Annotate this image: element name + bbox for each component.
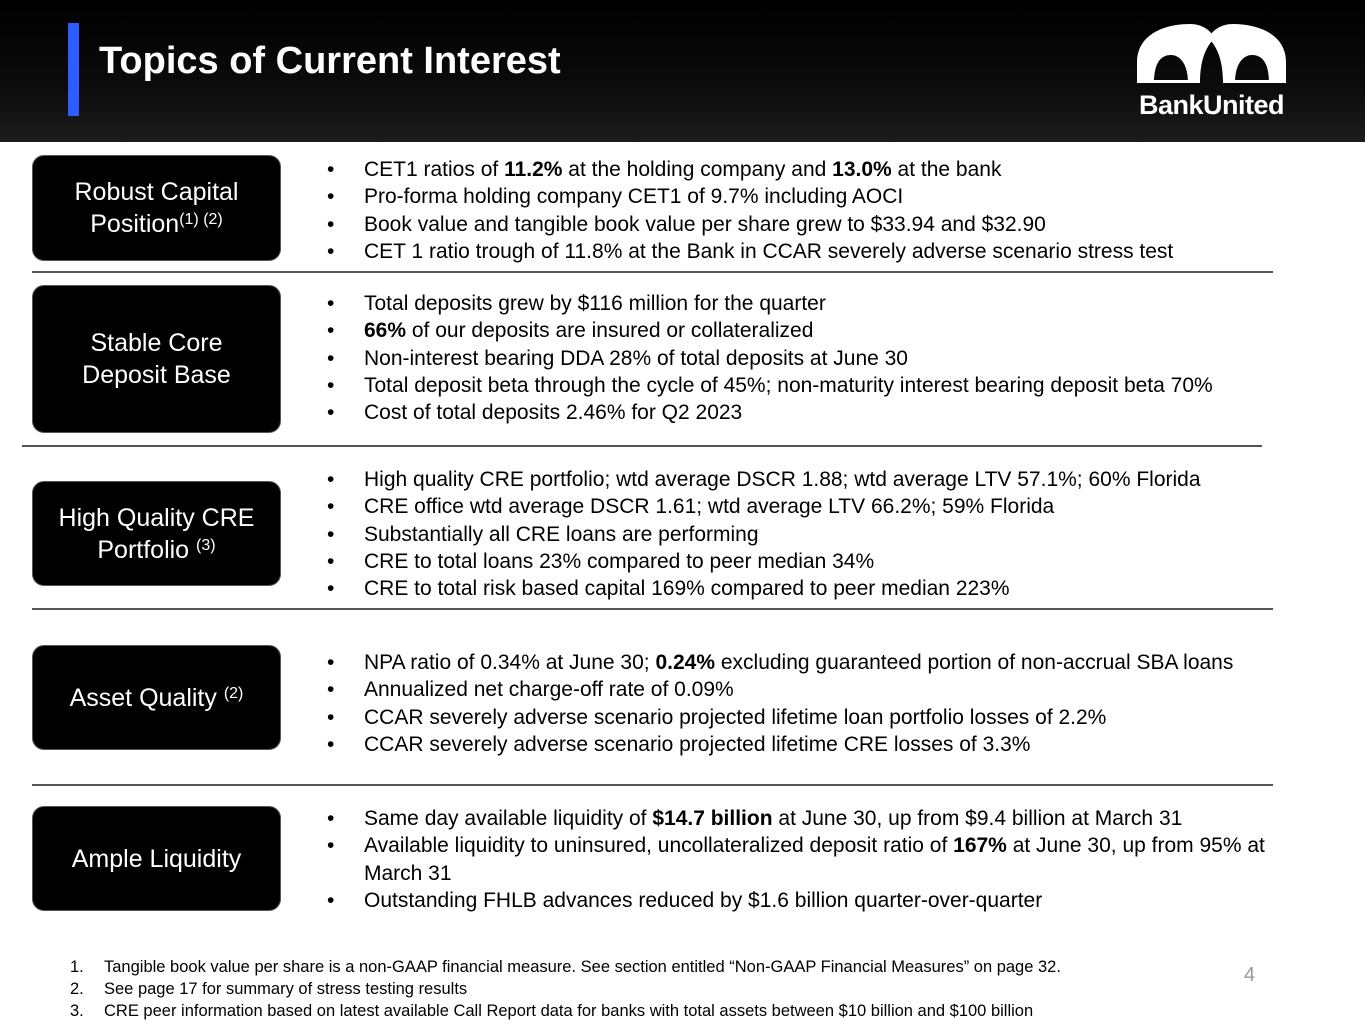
bullet-text: Pro-forma holding company CET1 of 9.7% including AOCI — [364, 185, 904, 209]
bullet-dot: • — [327, 373, 335, 397]
section-divider — [32, 608, 1273, 610]
bullet-dot: • — [327, 239, 335, 263]
bullet-highlight: 0.24% — [655, 651, 716, 674]
bullet-highlight: $14.7 billion — [652, 807, 773, 830]
bullet-text: Book value and tangible book value per share grew to $33.94 and $32.90 — [364, 212, 1046, 236]
label-line: Portfolio — [97, 535, 190, 564]
bullet-dot: • — [327, 401, 335, 425]
bullet-dot: • — [327, 577, 335, 601]
bullet-dot: • — [327, 522, 335, 546]
bullet-item — [327, 156, 1173, 183]
bullet-text: at the holding company and — [562, 158, 833, 181]
bullet-dot: • — [327, 888, 335, 912]
bullet-item — [327, 575, 1201, 602]
bullet-item — [327, 731, 1233, 758]
label-asset-quality — [32, 645, 281, 750]
bullet-text: at June 30, up from $9.4 billion at March 31 — [772, 807, 1183, 830]
label-line: Position — [90, 210, 180, 238]
bullet-item — [327, 832, 1317, 887]
bullet-highlight: 66% — [364, 319, 407, 343]
bullet-item — [327, 211, 1173, 238]
bullet-item — [327, 399, 1213, 426]
bullet-item — [327, 317, 1213, 344]
bullet-text: CCAR severely adverse scenario projected lifetime loan portfolio losses of 2.2% — [364, 705, 1107, 729]
bullet-text: CRE to total risk based capital 169% compared to peer median 223% — [364, 577, 1010, 601]
page-number: 4 — [1244, 964, 1256, 986]
label-stable-core-deposit-base — [32, 285, 281, 433]
bullet-text: NPA ratio of 0.34% at June 30; — [364, 651, 656, 674]
bullet-text: Substantially all CRE loans are performing — [364, 522, 759, 546]
bullet-dot: • — [327, 495, 335, 519]
bullet-text: Total deposits grew by $116 million for the quarter — [364, 292, 826, 315]
bullet-text: Available liquidity to uninsured, uncollateralized deposit ratio of — [364, 834, 954, 858]
bullet-dot: • — [327, 185, 335, 209]
label-ample-liquidity — [32, 806, 281, 911]
bullet-text: Annualized net charge-off rate of 0.09% — [364, 678, 734, 702]
bullet-item — [327, 887, 1317, 914]
bullet-item — [327, 548, 1201, 575]
bullet-text: CET 1 ratio trough of 11.8% at the Bank in CCAR severely adverse scenario stress test — [364, 239, 1174, 263]
bullet-list-cre — [327, 466, 1201, 602]
bullet-item — [327, 704, 1233, 731]
bullet-text: Total deposit beta through the cycle of 45%; non-maturity interest bearing deposit beta 70% — [364, 373, 1213, 397]
bullet-highlight: 167% — [953, 834, 1007, 858]
label-line: Robust Capital — [74, 178, 239, 206]
logo-wordmark: BankUnited — [1138, 90, 1285, 120]
bullet-item — [327, 183, 1173, 210]
bullet-text: excluding guaranteed portion of non-accrual SBA loans — [715, 651, 1234, 674]
footnote-item: 3. CRE peer information based on latest available Call Report data for banks with total assets between $10 billion and $100 billion — [70, 1002, 1034, 1020]
bullet-list-deposits — [327, 290, 1213, 426]
bullet-dot: • — [327, 678, 335, 702]
bullet-dot: • — [327, 651, 335, 674]
slide-title: Topics of Current Interest — [99, 40, 561, 82]
bullet-list-capital — [327, 156, 1173, 265]
bullet-item — [327, 466, 1201, 493]
footnote-item: 2. See page 17 for summary of stress testing results — [70, 980, 468, 998]
section-divider — [32, 784, 1273, 786]
bankunited-arch-icon — [1134, 22, 1289, 84]
footnote-ref: (3) — [196, 536, 216, 554]
slide-header — [0, 0, 1365, 142]
bullet-item — [327, 805, 1317, 832]
bullet-text: Outstanding FHLB advances reduced by $1.6 billion quarter-over-quarter — [364, 888, 1043, 912]
label-line: High Quality CRE — [58, 503, 255, 532]
bullet-text: Same day available liquidity of — [364, 807, 653, 830]
bullet-highlight: 11.2% — [504, 158, 563, 181]
label-robust-capital-position — [32, 155, 281, 261]
bullet-dot: • — [327, 549, 335, 573]
label-high-quality-cre-portfolio — [32, 481, 281, 586]
bullet-text: Non-interest bearing DDA 28% of total deposits at June 30 — [364, 346, 908, 370]
footnote-ref: (1) (2) — [179, 211, 223, 228]
title-accent-bar — [68, 23, 79, 116]
bullet-dot: • — [327, 705, 335, 729]
bankunited-logo — [1134, 22, 1289, 124]
label-line: Asset Quality — [69, 683, 217, 712]
footnotes — [70, 956, 1061, 1022]
bullet-text: High quality CRE portfolio; wtd average DSCR 1.88; wtd average LTV 57.1%; 60% Florida — [364, 468, 1201, 491]
label-line: Stable Core — [90, 329, 223, 357]
bullet-dot: • — [327, 292, 335, 315]
section-divider — [22, 445, 1262, 447]
footnote-item: 1. Tangible book value per share is a non-GAAP financial measure. See section entitled “Non-GAAP Financial Measures” on page 32. — [70, 958, 1061, 976]
bullet-item — [327, 521, 1201, 548]
bullet-text: at June 30, up from 95% at March 31 — [364, 834, 1265, 885]
bullet-dot: • — [327, 319, 335, 343]
section-divider — [32, 271, 1273, 273]
bullet-item — [327, 493, 1201, 520]
bullet-text: CRE office wtd average DSCR 1.61; wtd average LTV 66.2%; 59% Florida — [364, 495, 1055, 519]
bullet-list-asset-quality — [327, 649, 1233, 758]
bullet-item — [327, 676, 1233, 703]
bullet-item — [327, 290, 1213, 317]
bullet-text: Cost of total deposits 2.46% for Q2 2023 — [364, 401, 743, 425]
bullet-dot: • — [327, 346, 335, 370]
bullet-dot: • — [327, 732, 335, 756]
bullet-text: CRE to total loans 23% compared to peer median 34% — [364, 549, 875, 573]
bullet-dot: • — [327, 807, 335, 830]
footnote-ref: (2) — [223, 684, 244, 702]
bullet-list-liquidity — [327, 805, 1317, 914]
bullet-item — [327, 372, 1213, 399]
bullet-item — [327, 345, 1213, 372]
bullet-dot: • — [327, 834, 335, 858]
bullet-text: CET1 ratios of — [364, 158, 505, 181]
bullet-item — [327, 238, 1173, 265]
bullet-item — [327, 649, 1233, 676]
bullet-text: CCAR severely adverse scenario projected lifetime CRE losses of 3.3% — [364, 732, 1031, 756]
bullet-dot: • — [327, 212, 335, 236]
label-line: Deposit Base — [82, 361, 231, 389]
bullet-text: at the bank — [891, 158, 1002, 181]
label-line: Ample Liquidity — [71, 844, 242, 873]
bullet-dot: • — [327, 158, 335, 181]
bullet-dot: • — [327, 468, 335, 491]
bullet-text: of our deposits are insured or collateralized — [406, 319, 814, 343]
bullet-highlight: 13.0% — [832, 158, 892, 181]
